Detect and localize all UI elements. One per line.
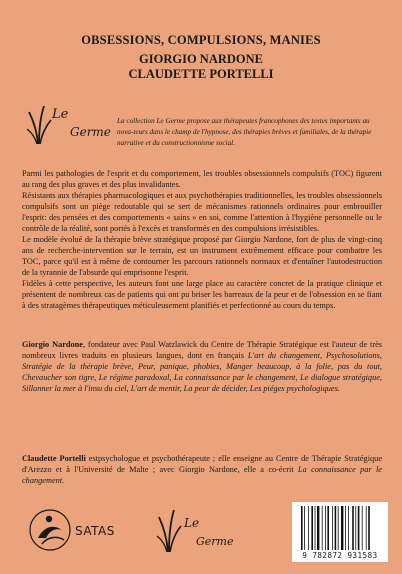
barcode-bar [308, 506, 309, 550]
bio-name: Giorgio Nardone [22, 340, 83, 349]
bio-works: La connaissance par le changement. [22, 465, 382, 485]
barcode-bar [325, 506, 326, 550]
summary-paragraph: Le modèle évolué de la thérapie brève stratégique proposé par Giorgio Nardone, fort de plus de vingt-cinq ans de recherche-intervention sur le terrain, est un instrument extrêmement efficace pour combattre les TOC, parce qu'il est à même de contourner les parcours rationnels normaux et d'entaîner l'autodestruction de la tyrannie de l'absurde qui emprisonne l'esprit. [22, 235, 382, 277]
barcode-bar [355, 506, 356, 550]
author-name: CLAUDETTE PORTELLI [128, 67, 274, 81]
barcode-bar [341, 506, 343, 550]
satas-name: SATAS [75, 524, 115, 538]
isbn-barcode [292, 502, 388, 562]
grass-sprig-icon [26, 104, 52, 144]
logo-text-germe: Germe [70, 125, 111, 139]
satas-logo [28, 508, 138, 552]
bio-text: , fondateur avec Paul Watzlawick du Centre de Thérapie Stratégique est l'auteur de très nombreux livres traduits en plusieurs langues, dont en français [22, 340, 382, 360]
isbn-digits: 9 782872 931583 [302, 551, 378, 560]
barcode-bar [322, 506, 323, 550]
barcode-bar [301, 506, 303, 550]
barcode-bars [300, 506, 380, 550]
summary-paragraph: Résistants aux thérapies pharmacologiques et aux psychothérapies traditionnelles, les troubles obsessionnels compulsifs sont un piège redoutable qui se sert de mécanismes rationnels ordinaires pour embrouiller l'esprit: des pensées et des comportements « sains » en soi, comme l'attention à l'hygiène personnelle ou le contrôle de la réalité, sont portés à l'excès et transformés en des compulsions irrésistibles. [22, 191, 382, 233]
barcode-bar [352, 506, 354, 550]
author-bio-portelli [22, 453, 382, 486]
summary-paragraph: Parmi les pathologies de l'esprit et du comportement, les troubles obsessionnels compulsifs (TOC) figurent au rang des plus graves et des plus invalidantes. [22, 169, 382, 189]
barcode-bar [304, 506, 305, 550]
barcode-bar [362, 506, 363, 550]
barcode-bar [338, 506, 339, 550]
grass-sprig-icon [156, 508, 182, 552]
author-name: GIORGIO NARDONE [139, 52, 263, 66]
barcode-bar [327, 506, 329, 550]
logo-text-germe: Germe [196, 535, 234, 548]
author-bio-nardone [22, 339, 382, 394]
barcode-bar [368, 506, 370, 550]
logo-text-le: Le [184, 516, 200, 530]
summary-text [22, 168, 382, 311]
barcode-bar [345, 506, 346, 550]
book-title: OBSESSIONS, COMPULSIONS, MANIES [81, 33, 321, 47]
barcode-bar [317, 506, 319, 550]
barcode-bar [315, 506, 316, 550]
barcode-bar [332, 506, 333, 550]
summary-paragraph: Fidèles à cette perspective, les auteurs font une large place au caractère concret de la pratique clinique et présentent de nombreux cas de patients qui ont pu briser les barreaux de la peur et de l'obsession en se fiant à des stratagèmes thérapeutiques méticuleusement planifiés et perfectionné au cours du temps. [22, 279, 382, 310]
le-germe-logo [26, 104, 116, 150]
barcode-bar [366, 506, 367, 550]
le-germe-logo-bottom [156, 506, 256, 558]
figure-swirl-icon [28, 508, 72, 552]
logo-text-le: Le [52, 107, 69, 122]
barcode-bar [348, 506, 349, 550]
bio-works: L'art du changement, Psychosolutions, Stratégie de la thérapie brève, Peur, panique, phobies, Manger beaucoup, à la folie, pas du tout, Chevaucher son tigre, Le régime paradoxal, La connaissance par le changement, Le dialogue stratégique, Sillonner la mer à l'insu du ciel, L'art de mentir, La peur de décider, Les piéges psychologiques. [22, 351, 382, 393]
barcode-bar [335, 506, 337, 550]
collection-description: La collection Le Germe propose aux thérapeutes francophones des textes importants au nova-teurs dans le champ de l'hypnose, des thérapies brèves et familiales, de la thérapie narrative et du constructionnisme social. [117, 117, 372, 147]
bio-name: Claudette Portelli [22, 454, 86, 463]
barcode-bar [311, 506, 313, 550]
bio-text: estpsychologue et psychothérapeute ; elle enseigne au Centre de Thérapie Stratégique d'Arezzo et à l'Université de Malte ; avec Giorgio Nardone, elle a co-écrit [22, 454, 382, 474]
barcode-bar [358, 506, 360, 550]
book-authors [0, 52, 402, 82]
